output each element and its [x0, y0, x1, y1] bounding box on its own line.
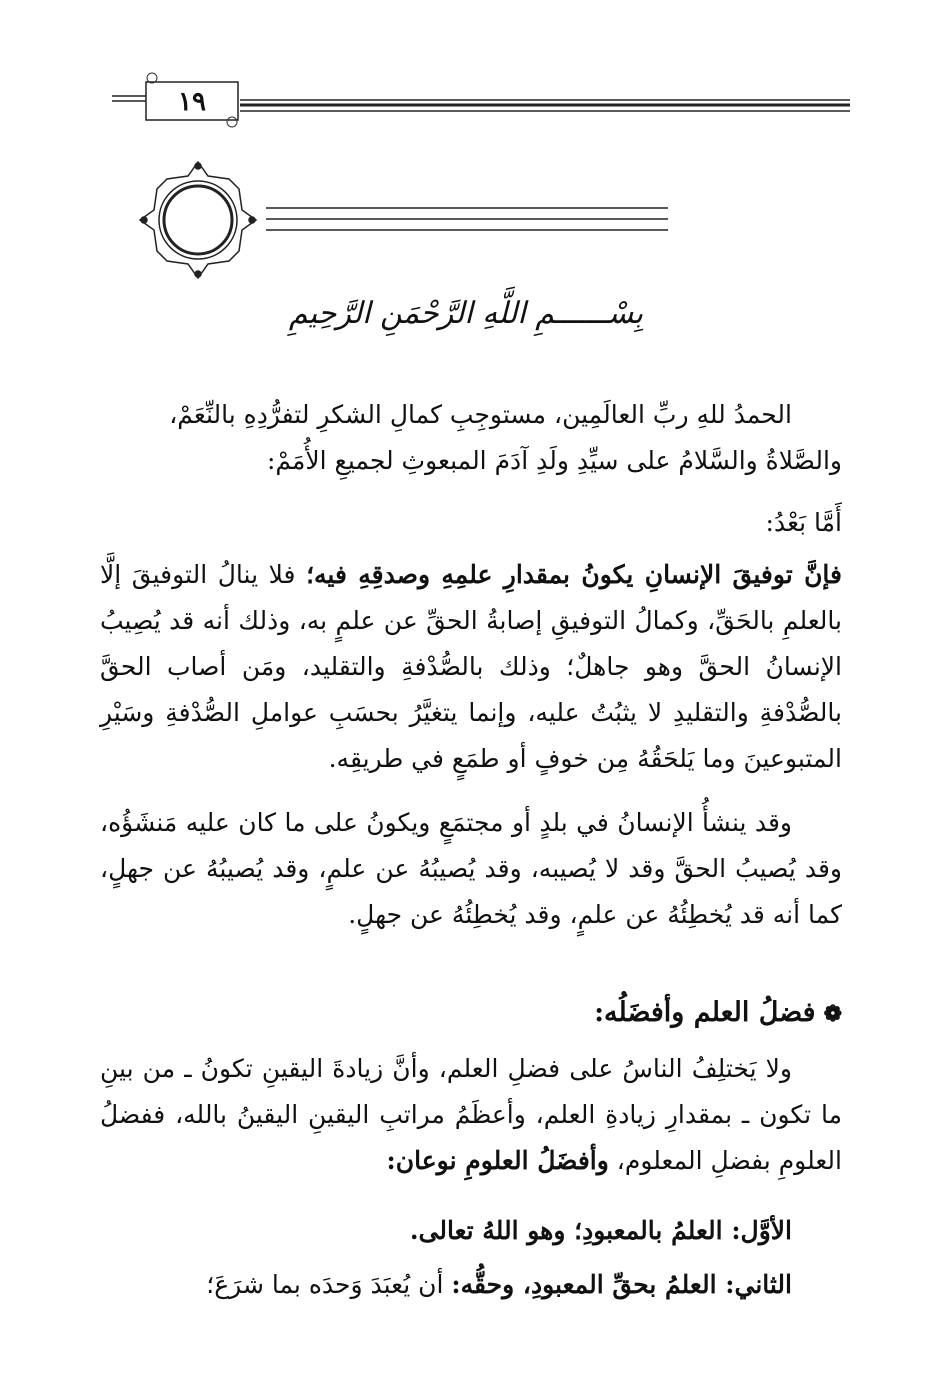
paragraph-3	[100, 1046, 842, 1184]
list-item-2-label: الثاني:	[725, 1270, 792, 1299]
section-star-icon: ❁	[823, 1001, 842, 1027]
circle-rosette-icon	[128, 160, 668, 280]
page-number: ١٩	[178, 87, 206, 117]
section-heading	[100, 990, 842, 1037]
paragraph-3-text: ولا يَختلِفُ الناسُ على فضلِ العلم، وأنَّ زيادةَ اليقينِ تكونُ ـ من بينِ ما تكون ـ بمقدارِ زيادةِ العلم، وأعظَمُ مراتبِ اليقينِ اليقينُ بالله، ففضلُ العلومِ بفضلِ المعلوم،	[100, 1054, 842, 1175]
intro-paragraph	[100, 392, 842, 484]
list-item-1-label: الأوَّل:	[731, 1216, 792, 1245]
list-item-1-text: العلمُ بالمعبودِ؛ وهو اللهُ تعالى.	[409, 1216, 732, 1245]
paragraph-2	[100, 800, 842, 938]
intro-line-2: والصَّلاةُ والسَّلامُ على سيِّدِ ولَدِ آدَمَ المبعوثِ لجميعِ الأُمَمْ:	[266, 446, 842, 475]
amma-bad-block	[100, 500, 842, 546]
paragraph-1-text: فلا ينالُ التوفيقَ إلَّا بالعلمِ بالحَقِّ، وكمالُ التوفيقِ إصابةُ الحقِّ عن علمٍ به، وذلك أنه قد يُصِيبُ الإنسانُ الحقَّ وهو جاهلٌ؛ وذلك بالصُّدْفةِ والتقليد، ومَن أصاب الحقَّ بالصُّدْفةِ والتقليدِ لا يثبُتُ عليه، وإنما يتغيَّرُ بحسَبِ عواملِ الصُّدْفةِ وسَيْرِ المتبوعينَ وما يَلحَقُهُ مِن خوفٍ أو طمَعٍ في طريقِه.	[100, 560, 842, 773]
paragraph-1	[100, 552, 842, 782]
list-item-1	[100, 1208, 842, 1254]
list-item-2	[100, 1262, 842, 1308]
intro-line-1: الحمدُ للهِ ربِّ العالَمِين، مستوجِبِ كمالِ الشكرِ لتفرُّدِهِ بالنِّعَمْ،	[169, 400, 792, 429]
list-item-2-bold: العلمُ بحقِّ المعبودِ، وحقُّه:	[451, 1270, 726, 1299]
header-rule	[0, 60, 932, 140]
paragraph-1-lead: فإنَّ توفيقَ الإنسانِ يكونُ بمقدارِ علمِهِ وصدقِهِ فيه؛	[306, 560, 842, 589]
paragraph-3-tail: وأفضَلُ العلومِ نوعان:	[386, 1146, 609, 1175]
page-header	[0, 60, 932, 140]
basmala-calligraphy: بِسْــــــمِ اللَّهِ الرَّحْمَنِ الرَّحِيمِ	[288, 296, 644, 331]
paragraph-2-text: وقد ينشأُ الإنسانُ في بلدٍ أو مجتمَعٍ ويكونُ على ما كان عليه مَنشَؤُه، وقد يُصيبُ الحقَّ وقد لا يُصيبه، وقد يُصيبُهُ عن علمٍ، وقد يُصيبُهُ عن جهلٍ، كما أنه قد يُخطِئُهُ عن علمٍ، وقد يُخطِئُهُ عن جهلٍ.	[100, 808, 842, 929]
list-item-2-text: أن يُعبَدَ وَحدَه بما شرَعَ؛	[206, 1270, 452, 1299]
section-heading-text: فضلُ العلم وأفضَلُه:	[594, 997, 816, 1028]
amma-bad: أَمَّا بَعْدُ:	[765, 508, 842, 537]
chapter-ornament	[128, 160, 668, 280]
